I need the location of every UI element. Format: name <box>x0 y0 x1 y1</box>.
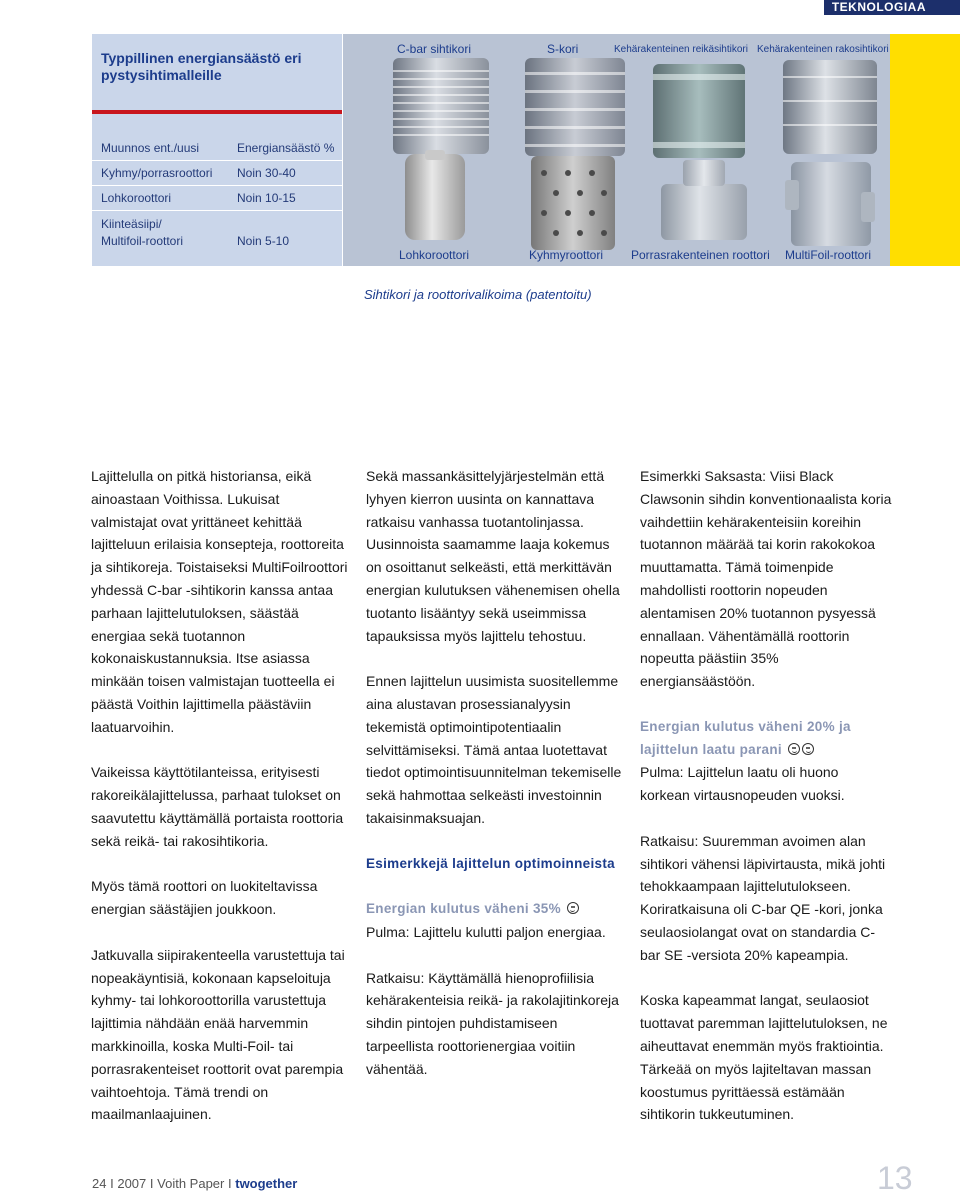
paragraph: Pulma: Lajittelu kulutti paljon energiaa. <box>366 923 606 940</box>
paragraph: Ratkaisu: Käyttämällä hienoprofiilisia kehärakenteisia reikä- ja rakolajitinkoreja sihdin pintojen puhdistamiseen tarpeellista roottorienergiaa voitiin vähentää. <box>366 969 619 1077</box>
footer-brand: twogether <box>235 1176 298 1191</box>
text-column-2 <box>366 465 624 1103</box>
table-cell: Multifoil-roottori <box>101 234 184 248</box>
table-divider <box>92 160 342 161</box>
multifoil-rotor-image <box>791 162 871 246</box>
photo-label-top: Kehärakenteinen reikäsihtikori <box>614 44 748 55</box>
foil-rotor-image <box>405 154 465 240</box>
paragraph: Ratkaisu: Suuremman avoimen alan sihtikori vähensi läpivirtausta, mikä johti tehokkaampaan lajittelutulokseen. Koriratkaisuna oli C-bar QE -kori, jonka seulaosiolangat ovat on standardia C-bar SE -versiota 20% kapeampia. <box>640 832 886 963</box>
footer-separator: I <box>110 1176 114 1191</box>
text-column-3 <box>640 465 892 1149</box>
table-cell: Kiinteäsiipi/ <box>101 217 162 231</box>
paragraph: Esimerkki Saksasta: Viisi Black Clawsonin sihdin konventionaalista koria vaihdettiin kehärakenteisiin koreihin tuotannon määrää tai korin rakokokoa muuttamatta. Tämä toimenpide mahdollisti roottorin nopeuden alentamisen 20% tuotannon pysyessä ennallaan. Vähentämällä roottorin nopeutta päästiin 35% energiansäästöön. <box>640 468 892 690</box>
table-cell: Kyhmy/porrasroottori <box>101 166 213 180</box>
accent-bar <box>890 34 960 266</box>
subheading-text: Energian kulutus väheni 20% ja lajittelun laatu parani <box>640 718 851 757</box>
paragraph: Ennen lajittelun uusimista suositellemme aina alustavan prosessianalyysin tekemistä optimointipotentiaalin selvittämiseksi. Tämä antaa luotettavat tiedot optimointisuunnitelman tekemiselle sekä hahmottaa selkeästi investoinnin takaisinmaksuajan. <box>366 673 622 826</box>
page-footer <box>92 1176 297 1191</box>
text-column-1 <box>91 465 349 1149</box>
footer-separator: I <box>149 1176 154 1191</box>
smiley-icon <box>802 743 814 755</box>
step-rotor-image <box>661 184 747 240</box>
table-cell: Noin 10-15 <box>237 191 296 205</box>
photo-label-top: S-kori <box>547 42 579 56</box>
s-basket-image <box>525 58 625 156</box>
table-header-col2: Energiansäästö % <box>237 141 335 155</box>
paragraph: Pulma: Lajittelun laatu oli huono korkean virtausnopeuden vuoksi. <box>640 764 845 804</box>
table-cell: Lohkoroottori <box>101 191 172 205</box>
table-header-col1: Muunnos ent./uusi <box>101 141 200 155</box>
footer-separator: I <box>227 1176 232 1191</box>
energy-saving-table <box>92 34 342 266</box>
photo-label-bottom: MultiFoil-roottori <box>785 248 872 262</box>
smiley-icon <box>788 743 800 755</box>
section-tag: TEKNOLOGIAA <box>824 0 960 15</box>
photo-label-top: Kehärakenteinen rakosihtikori <box>757 44 889 55</box>
photo-label-top: C-bar sihtikori <box>397 42 472 56</box>
subheading-text: Energian kulutus väheni 35% <box>366 901 561 917</box>
footer-page: 24 <box>92 1176 107 1191</box>
subheading <box>366 898 624 921</box>
paragraph: Vaikeissa käyttötilanteissa, erityisesti rakoreikälajittelussa, parhaat tulokset on saavutettu käyttämällä portaista roottoria sekä reikä- tai rakosihtikoria. <box>91 764 344 849</box>
bump-rotor-image <box>531 156 615 250</box>
paragraph: Lajittelulla on pitkä historiansa, eikä ainoastaan Voithissa. Lukuisat valmistajat ovat yrittäneet kehittää lajitteluun erilaisia konsepteja, roottoreita ja sihtikoreja. Toistaiseksi MultiFoilroottori yhdessä C-bar -sihtikorin kanssa antaa parhaan lajittelutuloksen, säästää energiaa sekä tuotannon kokonaiskustannuksia. Itse asiassa minkään toisen valmistajan tuotteella ei päästä Voithin lajittimella päästäviin laatuarvoihin. <box>91 468 348 735</box>
perforated-basket-image <box>653 64 745 158</box>
footer-year: 2007 <box>117 1176 147 1191</box>
subheading <box>640 716 892 762</box>
c-bar-basket-image <box>393 58 489 154</box>
page-number: 13 <box>877 1160 913 1196</box>
top-header <box>0 0 960 34</box>
paragraph: Koska kapeammat langat, seulaosiot tuottavat paremman lajittelutuloksen, ne aiheuttavat enemmän myös fraktiointia. Tärkeää on myös lajiteltavan massan koostumus pyrittäessä estämään sihtikorin tukkeutuminen. <box>640 992 888 1123</box>
footer-publication: Voith Paper <box>157 1176 225 1191</box>
paragraph: Sekä massankäsittelyjärjestelmän että lyhyen kierron uusinta on kannattava ratkaisu vanhassa tuotantolinjassa. Uusinnoista saamamme laaja kokemus on osoittanut selkeästi, että merkittävän energian kulutuksen vähenemisen ohella tuotanto lisääntyy sekä useimmissa tapauksissa myös lajittelu tehostuu. <box>366 468 620 644</box>
slotted-basket-image <box>783 60 877 154</box>
figure-caption: Sihtikori ja roottorivalikoima (patentoitu) <box>364 287 592 302</box>
table-cell: Noin 30-40 <box>237 166 296 180</box>
photo-label-bottom: Kyhmyroottori <box>529 248 604 262</box>
table-title-rule <box>92 110 342 114</box>
paragraph: Myös tämä roottori on luokiteltavissa energian säästäjien joukkoon. <box>91 878 318 918</box>
section-heading: Esimerkkejä lajittelun optimoinneista <box>366 855 615 871</box>
table-divider <box>92 210 342 211</box>
paragraph: Jatkuvalla siipirakenteella varustettuja tai nopeakäyntisiä, kokonaan kapseloituja kyhmy- tai lohkoroottorilla varustettuja lajittimia nähdään enää harvemmin markkinoilla, koska Multi-Foil- tai porrasrakenteiset roottorit ovat parempia vaihtoehtoja. Tämä trendi on maailmanlaajuinen. <box>91 946 345 1123</box>
table-cell: Noin 5-10 <box>237 234 290 248</box>
photo-label-bottom: Lohkoroottori <box>399 248 470 262</box>
table-divider <box>92 185 342 186</box>
table-title: Typpillinen energiansäästö eri pystysihtimalleille <box>101 50 302 83</box>
photo-label-bottom: Porrasrakenteinen roottori <box>631 248 770 262</box>
product-photo-panel <box>343 34 890 266</box>
smiley-icon <box>567 902 579 914</box>
